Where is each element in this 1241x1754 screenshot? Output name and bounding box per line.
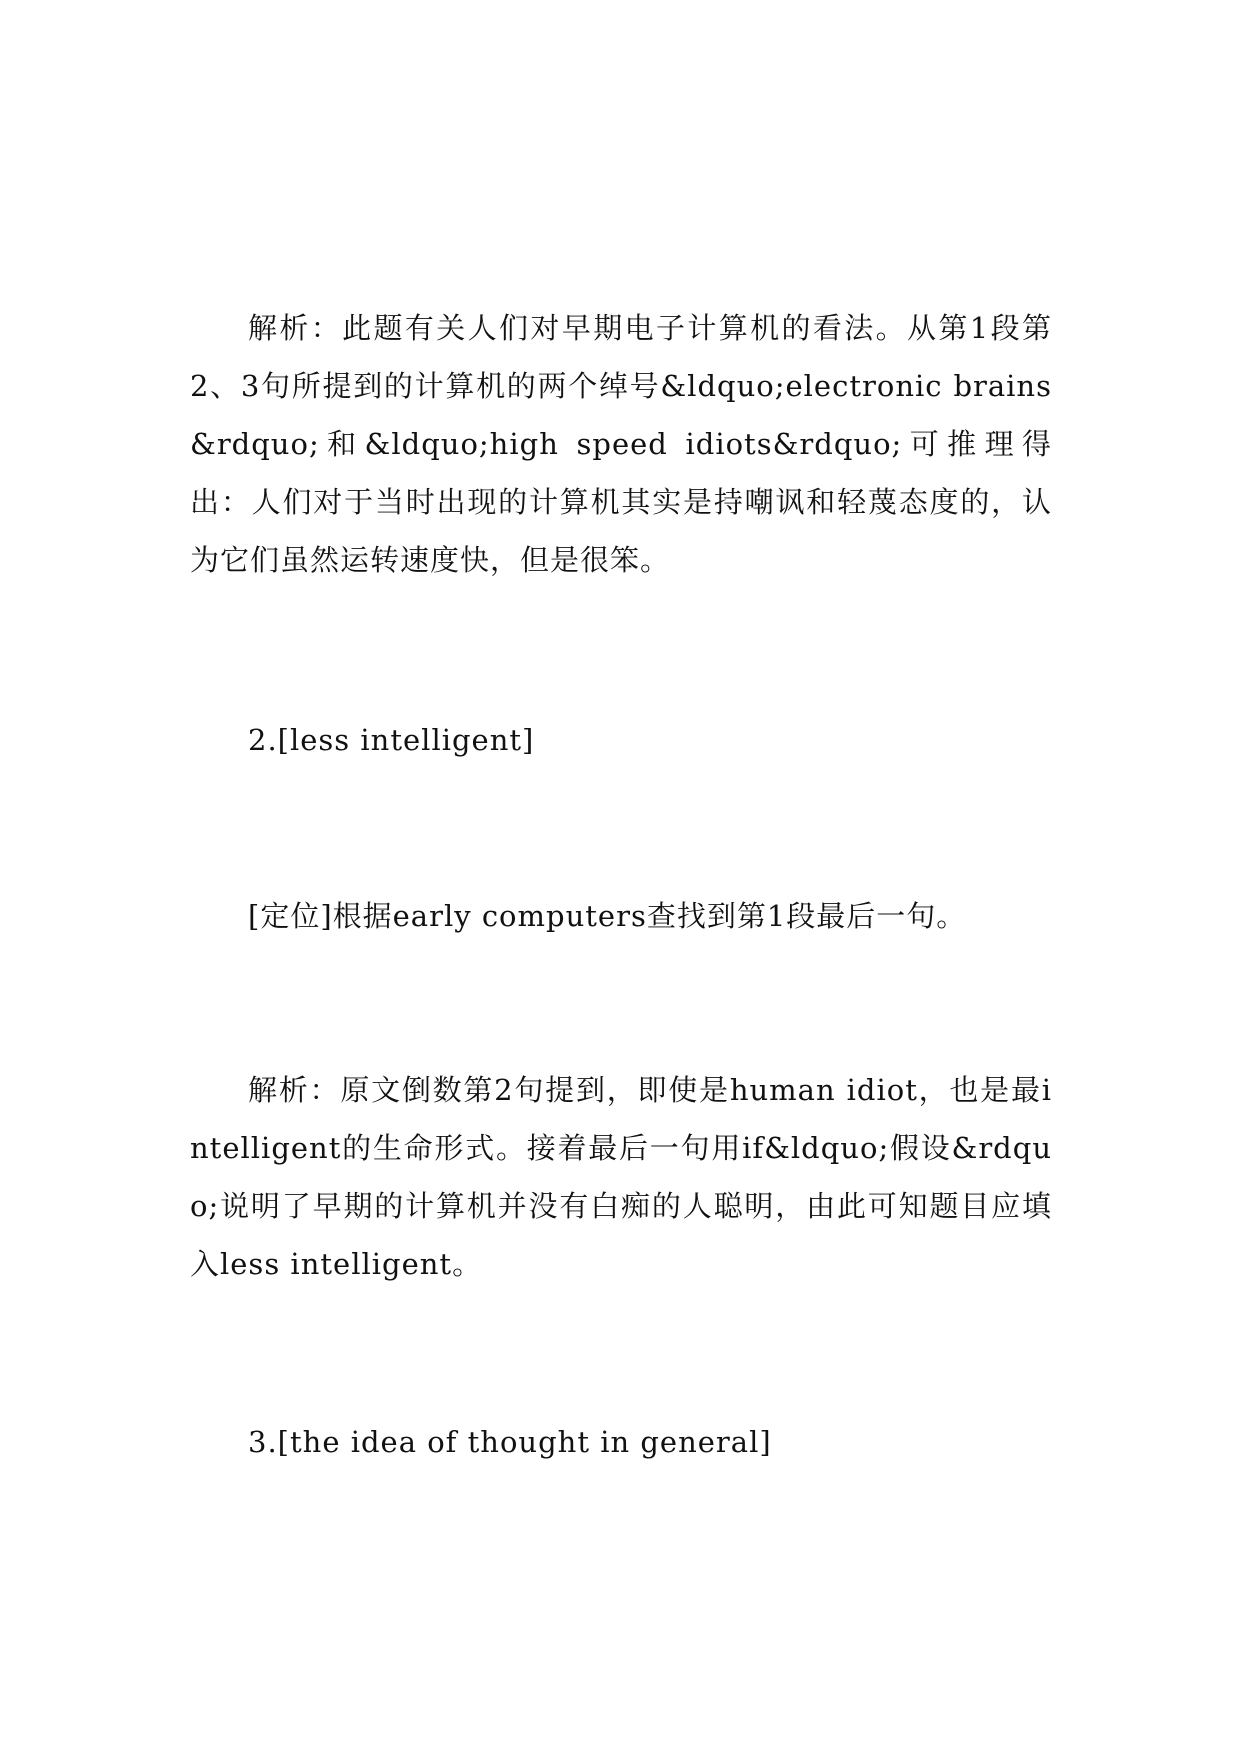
- paragraph-analysis-2: 解析：原文倒数第2句提到，即使是human idiot，也是最intelligent的生命形式。接着最后一句用if&ldquo;假设&rdquo;说明了早期的计算机并没有白痴的人聪明，由此可知题目应填入less intelligent。: [190, 1073, 1052, 1281]
- paragraph-analysis-1: 解析：此题有关人们对早期电子计算机的看法。从第1段第2、3句所提到的计算机的两个绰号&ldquo;electronic brains&rdquo;和&ldquo;high speed idiots&rdquo;可推理得出：人们对于当时出现的计算机其实是持嘲讽和轻蔑态度的，认为它们虽然运转速度快，但是很笨。: [190, 311, 1052, 577]
- paragraph-answer-3: 3.[the idea of thought in general]: [248, 1425, 772, 1459]
- paragraph-locate-2: [定位]根据early computers查找到第1段最后一句。: [248, 899, 967, 933]
- paragraph-answer-2: 2.[less intelligent]: [248, 723, 535, 757]
